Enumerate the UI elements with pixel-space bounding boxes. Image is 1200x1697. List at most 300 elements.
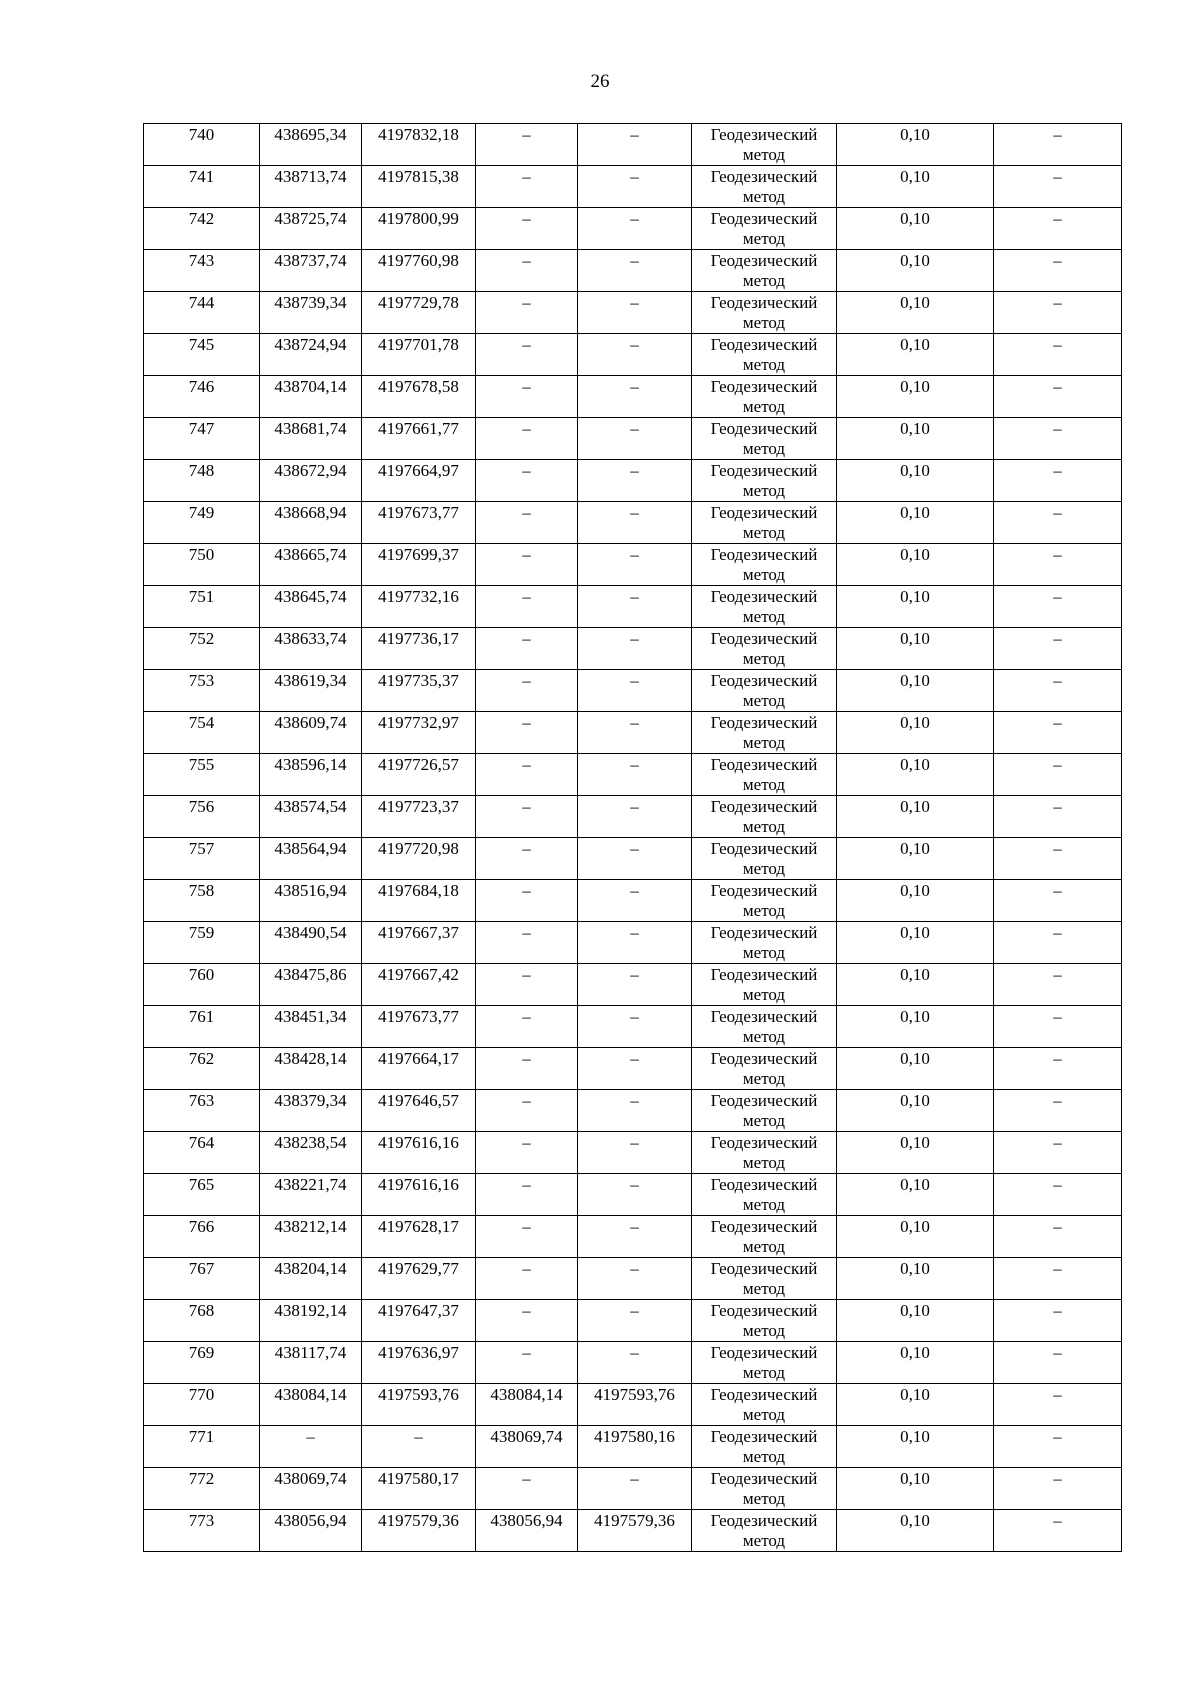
y-coordinate-2-cell xyxy=(578,1006,692,1048)
y-coordinate-cell xyxy=(362,670,476,712)
accuracy-cell xyxy=(837,754,994,796)
x-coordinate-text: 438704,14 xyxy=(274,377,347,396)
accuracy-cell xyxy=(837,1300,994,1342)
description-cell xyxy=(994,754,1122,796)
table-row xyxy=(144,796,1122,838)
x-coordinate-text: 438724,94 xyxy=(274,335,347,354)
x-coordinate-text: – xyxy=(306,1427,315,1446)
table-row xyxy=(144,922,1122,964)
description-cell xyxy=(994,1342,1122,1384)
x-coordinate-2-text: – xyxy=(522,1133,531,1152)
x-coordinate-2-cell xyxy=(476,208,578,250)
y-coordinate-cell xyxy=(362,964,476,1006)
y-coordinate-text: 4197647,37 xyxy=(378,1301,459,1320)
x-coordinate-text: 438619,34 xyxy=(274,671,347,690)
point-number-cell xyxy=(144,796,260,838)
x-coordinate-2-cell xyxy=(476,1510,578,1552)
description-cell xyxy=(994,376,1122,418)
table-row xyxy=(144,334,1122,376)
table-row xyxy=(144,124,1122,166)
x-coordinate-cell xyxy=(260,166,362,208)
accuracy-cell xyxy=(837,1048,994,1090)
method-text: Геодезический метод xyxy=(710,167,818,206)
description-cell xyxy=(994,964,1122,1006)
x-coordinate-2-cell xyxy=(476,124,578,166)
x-coordinate-cell xyxy=(260,418,362,460)
x-coordinate-2-cell xyxy=(476,1216,578,1258)
point-number-text: 766 xyxy=(188,1217,215,1236)
y-coordinate-2-text: – xyxy=(630,167,639,186)
y-coordinate-cell xyxy=(362,1132,476,1174)
point-number-cell xyxy=(144,544,260,586)
y-coordinate-2-text: – xyxy=(630,1469,639,1488)
x-coordinate-cell xyxy=(260,838,362,880)
point-number-text: 745 xyxy=(188,335,215,354)
y-coordinate-2-cell xyxy=(578,1090,692,1132)
y-coordinate-cell xyxy=(362,712,476,754)
y-coordinate-text: 4197580,17 xyxy=(378,1469,459,1488)
accuracy-cell xyxy=(837,1216,994,1258)
x-coordinate-2-cell xyxy=(476,1174,578,1216)
description-cell xyxy=(994,1174,1122,1216)
y-coordinate-2-text: – xyxy=(630,965,639,984)
x-coordinate-cell xyxy=(260,1426,362,1468)
x-coordinate-2-cell xyxy=(476,880,578,922)
y-coordinate-2-text: – xyxy=(630,1049,639,1068)
x-coordinate-cell xyxy=(260,1090,362,1132)
x-coordinate-2-cell xyxy=(476,376,578,418)
accuracy-text: 0,10 xyxy=(900,419,930,438)
description-cell xyxy=(994,166,1122,208)
accuracy-cell xyxy=(837,1174,994,1216)
x-coordinate-2-cell xyxy=(476,1342,578,1384)
x-coordinate-2-text: – xyxy=(522,839,531,858)
y-coordinate-2-text: – xyxy=(630,1301,639,1320)
description-cell xyxy=(994,124,1122,166)
y-coordinate-text: 4197579,36 xyxy=(378,1511,459,1530)
x-coordinate-text: 438379,34 xyxy=(274,1091,347,1110)
method-cell xyxy=(692,796,837,838)
x-coordinate-2-cell xyxy=(476,292,578,334)
accuracy-cell xyxy=(837,502,994,544)
method-cell xyxy=(692,1384,837,1426)
x-coordinate-2-text: – xyxy=(522,1469,531,1488)
x-coordinate-2-text: – xyxy=(522,1259,531,1278)
table-row xyxy=(144,880,1122,922)
point-number-cell xyxy=(144,292,260,334)
point-number-text: 746 xyxy=(188,377,215,396)
y-coordinate-2-text: – xyxy=(630,1259,639,1278)
y-coordinate-text: 4197616,16 xyxy=(378,1133,459,1152)
description-text: – xyxy=(1053,629,1062,648)
method-text: Геодезический метод xyxy=(710,587,818,626)
method-text: Геодезический метод xyxy=(710,755,818,794)
point-number-text: 760 xyxy=(188,965,215,984)
y-coordinate-cell xyxy=(362,628,476,670)
x-coordinate-2-text: – xyxy=(522,629,531,648)
point-number-cell xyxy=(144,208,260,250)
table-row xyxy=(144,1384,1122,1426)
method-text: Геодезический метод xyxy=(710,251,818,290)
table-row xyxy=(144,1342,1122,1384)
y-coordinate-2-text: – xyxy=(630,587,639,606)
x-coordinate-text: 438725,74 xyxy=(274,209,347,228)
y-coordinate-2-text: – xyxy=(630,209,639,228)
y-coordinate-2-text: – xyxy=(630,1217,639,1236)
point-number-text: 759 xyxy=(188,923,215,942)
method-cell xyxy=(692,1006,837,1048)
point-number-text: 740 xyxy=(188,125,215,144)
description-text: – xyxy=(1053,335,1062,354)
method-cell xyxy=(692,1048,837,1090)
y-coordinate-2-cell xyxy=(578,1510,692,1552)
y-coordinate-text: 4197800,99 xyxy=(378,209,459,228)
x-coordinate-cell xyxy=(260,1384,362,1426)
y-coordinate-text: 4197667,42 xyxy=(378,965,459,984)
point-number-cell xyxy=(144,1174,260,1216)
y-coordinate-text: 4197629,77 xyxy=(378,1259,459,1278)
method-cell xyxy=(692,670,837,712)
method-cell xyxy=(692,544,837,586)
x-coordinate-2-cell xyxy=(476,922,578,964)
y-coordinate-2-text: – xyxy=(630,923,639,942)
method-cell xyxy=(692,124,837,166)
point-number-cell xyxy=(144,1090,260,1132)
method-cell xyxy=(692,922,837,964)
y-coordinate-text: 4197736,17 xyxy=(378,629,459,648)
table-row xyxy=(144,1132,1122,1174)
method-text: Геодезический метод xyxy=(710,1469,818,1508)
x-coordinate-2-cell xyxy=(476,334,578,376)
table-row xyxy=(144,628,1122,670)
point-number-text: 773 xyxy=(188,1511,215,1530)
y-coordinate-cell xyxy=(362,1300,476,1342)
description-cell xyxy=(994,1048,1122,1090)
y-coordinate-text: 4197673,77 xyxy=(378,503,459,522)
coordinates-table xyxy=(143,123,1122,1552)
method-cell xyxy=(692,586,837,628)
y-coordinate-2-text: – xyxy=(630,629,639,648)
method-text: Геодезический метод xyxy=(710,1301,818,1340)
accuracy-text: 0,10 xyxy=(900,1217,930,1236)
description-text: – xyxy=(1053,125,1062,144)
x-coordinate-text: 438713,74 xyxy=(274,167,347,186)
table-row xyxy=(144,1468,1122,1510)
method-text: Геодезический метод xyxy=(710,797,818,836)
point-number-text: 763 xyxy=(188,1091,215,1110)
accuracy-cell xyxy=(837,586,994,628)
accuracy-text: 0,10 xyxy=(900,251,930,270)
method-text: Геодезический метод xyxy=(710,713,818,752)
method-cell xyxy=(692,754,837,796)
y-coordinate-cell xyxy=(362,1048,476,1090)
y-coordinate-2-cell xyxy=(578,460,692,502)
method-text: Геодезический метод xyxy=(710,125,818,164)
point-number-text: 754 xyxy=(188,713,215,732)
method-cell xyxy=(692,208,837,250)
description-text: – xyxy=(1053,1469,1062,1488)
y-coordinate-text: 4197664,17 xyxy=(378,1049,459,1068)
method-text: Геодезический метод xyxy=(710,209,818,248)
accuracy-text: 0,10 xyxy=(900,1049,930,1068)
accuracy-text: 0,10 xyxy=(900,587,930,606)
y-coordinate-text: 4197815,38 xyxy=(378,167,459,186)
point-number-text: 771 xyxy=(188,1427,215,1446)
y-coordinate-cell xyxy=(362,250,476,292)
point-number-text: 744 xyxy=(188,293,215,312)
accuracy-text: 0,10 xyxy=(900,797,930,816)
description-text: – xyxy=(1053,1007,1062,1026)
x-coordinate-cell xyxy=(260,586,362,628)
method-cell xyxy=(692,1300,837,1342)
point-number-cell xyxy=(144,712,260,754)
y-coordinate-cell xyxy=(362,376,476,418)
description-text: – xyxy=(1053,251,1062,270)
accuracy-text: 0,10 xyxy=(900,881,930,900)
method-cell xyxy=(692,1258,837,1300)
accuracy-cell xyxy=(837,334,994,376)
accuracy-cell xyxy=(837,1510,994,1552)
point-number-text: 741 xyxy=(188,167,215,186)
x-coordinate-2-text: – xyxy=(522,251,531,270)
accuracy-text: 0,10 xyxy=(900,1385,930,1404)
x-coordinate-text: 438739,34 xyxy=(274,293,347,312)
y-coordinate-text: 4197684,18 xyxy=(378,881,459,900)
point-number-cell xyxy=(144,1468,260,1510)
method-text: Геодезический метод xyxy=(710,503,818,542)
description-text: – xyxy=(1053,167,1062,186)
y-coordinate-2-cell xyxy=(578,1342,692,1384)
y-coordinate-cell xyxy=(362,166,476,208)
y-coordinate-text: 4197593,76 xyxy=(378,1385,459,1404)
y-coordinate-text: 4197661,77 xyxy=(378,419,459,438)
y-coordinate-text: 4197729,78 xyxy=(378,293,459,312)
y-coordinate-2-cell xyxy=(578,1174,692,1216)
y-coordinate-cell xyxy=(362,1468,476,1510)
y-coordinate-2-cell xyxy=(578,292,692,334)
x-coordinate-text: 438633,74 xyxy=(274,629,347,648)
x-coordinate-2-cell xyxy=(476,1048,578,1090)
x-coordinate-text: 438212,14 xyxy=(274,1217,347,1236)
y-coordinate-cell xyxy=(362,880,476,922)
y-coordinate-2-cell xyxy=(578,1048,692,1090)
description-text: – xyxy=(1053,1427,1062,1446)
x-coordinate-2-cell xyxy=(476,1468,578,1510)
table-row xyxy=(144,292,1122,334)
y-coordinate-2-cell xyxy=(578,1468,692,1510)
table-row xyxy=(144,1048,1122,1090)
table-body xyxy=(144,124,1122,1552)
y-coordinate-cell xyxy=(362,502,476,544)
point-number-cell xyxy=(144,1006,260,1048)
description-text: – xyxy=(1053,461,1062,480)
x-coordinate-text: 438221,74 xyxy=(274,1175,347,1194)
table-row xyxy=(144,1090,1122,1132)
accuracy-cell xyxy=(837,628,994,670)
description-text: – xyxy=(1053,1301,1062,1320)
y-coordinate-text: 4197726,57 xyxy=(378,755,459,774)
description-cell xyxy=(994,208,1122,250)
x-coordinate-cell xyxy=(260,208,362,250)
y-coordinate-2-text: – xyxy=(630,545,639,564)
description-cell xyxy=(994,586,1122,628)
x-coordinate-2-cell xyxy=(476,754,578,796)
y-coordinate-cell xyxy=(362,1510,476,1552)
method-text: Геодезический метод xyxy=(710,923,818,962)
x-coordinate-text: 438204,14 xyxy=(274,1259,347,1278)
method-text: Геодезический метод xyxy=(710,419,818,458)
x-coordinate-text: 438490,54 xyxy=(274,923,347,942)
accuracy-cell xyxy=(837,1426,994,1468)
accuracy-text: 0,10 xyxy=(900,1301,930,1320)
method-cell xyxy=(692,1216,837,1258)
point-number-text: 764 xyxy=(188,1133,215,1152)
description-cell xyxy=(994,460,1122,502)
accuracy-text: 0,10 xyxy=(900,335,930,354)
x-coordinate-2-text: – xyxy=(522,797,531,816)
description-text: – xyxy=(1053,377,1062,396)
table-row xyxy=(144,712,1122,754)
point-number-cell xyxy=(144,166,260,208)
description-cell xyxy=(994,1468,1122,1510)
y-coordinate-text: 4197832,18 xyxy=(378,125,459,144)
y-coordinate-cell xyxy=(362,838,476,880)
x-coordinate-2-text: – xyxy=(522,1175,531,1194)
accuracy-text: 0,10 xyxy=(900,1259,930,1278)
x-coordinate-2-cell xyxy=(476,460,578,502)
y-coordinate-cell xyxy=(362,1258,476,1300)
x-coordinate-2-text: – xyxy=(522,209,531,228)
x-coordinate-2-cell xyxy=(476,1384,578,1426)
x-coordinate-2-cell xyxy=(476,670,578,712)
y-coordinate-text: 4197673,77 xyxy=(378,1007,459,1026)
accuracy-text: 0,10 xyxy=(900,671,930,690)
table-row xyxy=(144,1258,1122,1300)
y-coordinate-cell xyxy=(362,1216,476,1258)
y-coordinate-2-cell xyxy=(578,544,692,586)
y-coordinate-text: 4197735,37 xyxy=(378,671,459,690)
y-coordinate-cell xyxy=(362,754,476,796)
table-row xyxy=(144,964,1122,1006)
point-number-text: 765 xyxy=(188,1175,215,1194)
x-coordinate-cell xyxy=(260,1174,362,1216)
description-text: – xyxy=(1053,503,1062,522)
description-cell xyxy=(994,502,1122,544)
description-text: – xyxy=(1053,671,1062,690)
description-text: – xyxy=(1053,839,1062,858)
x-coordinate-text: 438609,74 xyxy=(274,713,347,732)
x-coordinate-2-cell xyxy=(476,1132,578,1174)
method-cell xyxy=(692,1426,837,1468)
x-coordinate-2-cell xyxy=(476,1006,578,1048)
x-coordinate-2-text: – xyxy=(522,545,531,564)
x-coordinate-text: 438695,34 xyxy=(274,125,347,144)
point-number-text: 757 xyxy=(188,839,215,858)
x-coordinate-2-text: – xyxy=(522,965,531,984)
x-coordinate-text: 438645,74 xyxy=(274,587,347,606)
accuracy-cell xyxy=(837,124,994,166)
y-coordinate-2-text: – xyxy=(630,713,639,732)
description-text: – xyxy=(1053,545,1062,564)
accuracy-text: 0,10 xyxy=(900,1091,930,1110)
accuracy-text: 0,10 xyxy=(900,713,930,732)
point-number-text: 742 xyxy=(188,209,215,228)
accuracy-cell xyxy=(837,922,994,964)
method-cell xyxy=(692,1510,837,1552)
point-number-cell xyxy=(144,1426,260,1468)
accuracy-cell xyxy=(837,964,994,1006)
x-coordinate-2-cell xyxy=(476,712,578,754)
method-cell xyxy=(692,1468,837,1510)
x-coordinate-cell xyxy=(260,880,362,922)
y-coordinate-2-text: – xyxy=(630,335,639,354)
accuracy-cell xyxy=(837,292,994,334)
point-number-text: 767 xyxy=(188,1259,215,1278)
accuracy-cell xyxy=(837,796,994,838)
table-row xyxy=(144,376,1122,418)
y-coordinate-2-text: – xyxy=(630,1133,639,1152)
x-coordinate-cell xyxy=(260,334,362,376)
x-coordinate-2-text: – xyxy=(522,1049,531,1068)
accuracy-cell xyxy=(837,838,994,880)
method-cell xyxy=(692,1342,837,1384)
table-row xyxy=(144,166,1122,208)
x-coordinate-2-text: – xyxy=(522,503,531,522)
x-coordinate-2-text: – xyxy=(522,419,531,438)
point-number-cell xyxy=(144,1216,260,1258)
x-coordinate-2-cell xyxy=(476,1090,578,1132)
x-coordinate-text: 438192,14 xyxy=(274,1301,347,1320)
table-row xyxy=(144,460,1122,502)
x-coordinate-2-cell xyxy=(476,166,578,208)
description-cell xyxy=(994,670,1122,712)
x-coordinate-2-cell xyxy=(476,418,578,460)
x-coordinate-text: 438056,94 xyxy=(274,1511,347,1530)
accuracy-cell xyxy=(837,418,994,460)
description-cell xyxy=(994,250,1122,292)
y-coordinate-2-cell xyxy=(578,124,692,166)
accuracy-cell xyxy=(837,1090,994,1132)
x-coordinate-2-text: – xyxy=(522,587,531,606)
table-row xyxy=(144,502,1122,544)
point-number-cell xyxy=(144,586,260,628)
x-coordinate-2-text: – xyxy=(522,461,531,480)
method-text: Геодезический метод xyxy=(710,461,818,500)
y-coordinate-2-text: – xyxy=(630,125,639,144)
description-cell xyxy=(994,1426,1122,1468)
x-coordinate-cell xyxy=(260,1342,362,1384)
accuracy-text: 0,10 xyxy=(900,545,930,564)
description-text: – xyxy=(1053,1091,1062,1110)
y-coordinate-text: 4197628,17 xyxy=(378,1217,459,1236)
accuracy-cell xyxy=(837,1258,994,1300)
point-number-cell xyxy=(144,250,260,292)
accuracy-text: 0,10 xyxy=(900,1427,930,1446)
y-coordinate-cell xyxy=(362,124,476,166)
method-text: Геодезический метод xyxy=(710,1007,818,1046)
method-text: Геодезический метод xyxy=(710,545,818,584)
accuracy-cell xyxy=(837,1342,994,1384)
x-coordinate-text: 438117,74 xyxy=(274,1343,347,1362)
x-coordinate-2-cell xyxy=(476,964,578,1006)
x-coordinate-2-cell xyxy=(476,796,578,838)
description-cell xyxy=(994,880,1122,922)
point-number-cell xyxy=(144,418,260,460)
description-text: – xyxy=(1053,293,1062,312)
method-cell xyxy=(692,418,837,460)
x-coordinate-cell xyxy=(260,964,362,1006)
x-coordinate-2-text: 438084,14 xyxy=(490,1385,563,1404)
